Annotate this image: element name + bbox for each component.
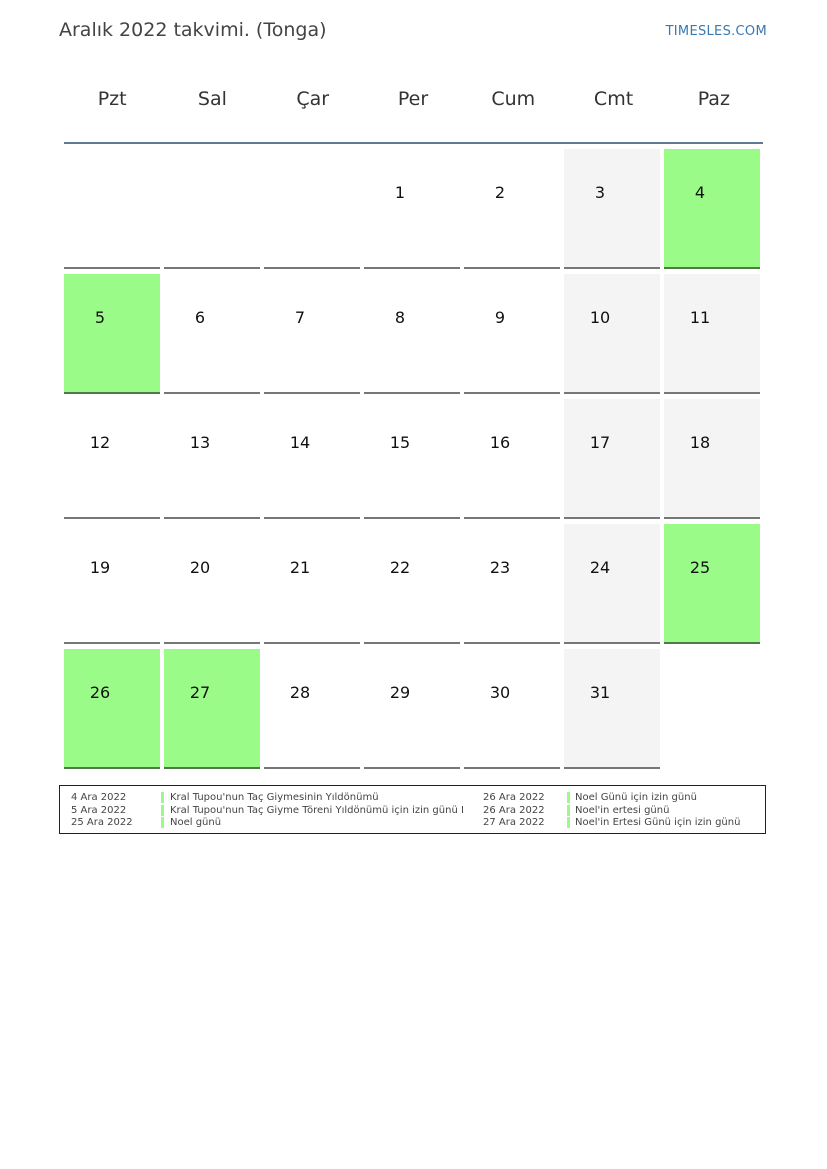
day-cell: [164, 649, 260, 769]
legend-date: 27 Ara 2022: [483, 817, 545, 828]
day-cell: [264, 649, 360, 769]
day-cell: [264, 399, 360, 519]
day-number: 20: [189, 558, 211, 577]
day-number: 2: [494, 183, 506, 202]
legend-color-marker: [161, 805, 164, 816]
brand-link[interactable]: TIMESLES.COM: [665, 24, 767, 39]
legend-holiday-name: Noel'in Ertesi Günü için izin günü: [575, 817, 741, 828]
day-cell: [464, 649, 560, 769]
day-number: 31: [589, 683, 611, 702]
header-divider: [64, 142, 763, 144]
day-number: 10: [589, 308, 611, 327]
day-number: 12: [89, 433, 111, 452]
legend-color-marker: [567, 817, 570, 828]
day-number: 27: [189, 683, 211, 702]
calendar-grid: [64, 149, 766, 771]
legend-date: 26 Ara 2022: [483, 804, 545, 816]
day-cell: [564, 649, 660, 769]
day-cell: [364, 649, 460, 769]
legend-holiday-name: Kral Tupou'nun Taç Giyme Töreni Yıldönümü için izin günü I: [170, 804, 464, 816]
day-cell: [664, 274, 760, 394]
day-cell: [364, 149, 460, 269]
day-number: 11: [689, 308, 711, 327]
day-number: 5: [94, 308, 106, 327]
day-number: 13: [189, 433, 211, 452]
day-cell: [564, 149, 660, 269]
weekday-tue: Sal: [197, 88, 227, 110]
legend-holiday-name: Noel'in ertesi günü: [575, 804, 670, 816]
day-number: 8: [394, 308, 406, 327]
weekday-sun: Paz: [697, 88, 730, 110]
day-cell: [164, 524, 260, 644]
day-number: 3: [594, 183, 606, 202]
day-number: 30: [489, 683, 511, 702]
day-cell: [164, 149, 260, 269]
day-cell: [164, 274, 260, 394]
day-number: 18: [689, 433, 711, 452]
day-cell: [364, 399, 460, 519]
day-number: 17: [589, 433, 611, 452]
weekday-mon: Pzt: [97, 88, 127, 110]
weekday-thu: Per: [397, 88, 429, 110]
day-number: 29: [389, 683, 411, 702]
legend-color-marker: [161, 817, 164, 828]
day-number: 24: [589, 558, 611, 577]
page-title: Aralık 2022 takvimi. (Tonga): [59, 19, 327, 41]
holiday-legend: [59, 785, 766, 834]
day-number: 4: [694, 183, 706, 202]
day-cell: [664, 149, 760, 269]
weekday-fri: Cum: [491, 88, 536, 110]
day-cell: [464, 274, 560, 394]
legend-holiday-name: Noel Günü için izin günü: [575, 792, 697, 803]
day-cell: [264, 149, 360, 269]
weekday-wed: Çar: [296, 88, 330, 110]
day-number: 28: [289, 683, 311, 702]
day-number: 9: [494, 308, 506, 327]
legend-color-marker: [567, 805, 570, 816]
day-cell: [64, 149, 160, 269]
day-number: 22: [389, 558, 411, 577]
legend-date: 26 Ara 2022: [483, 792, 545, 803]
day-cell: [64, 524, 160, 644]
day-cell: [164, 399, 260, 519]
day-cell: [564, 274, 660, 394]
day-number: 19: [89, 558, 111, 577]
legend-holiday-name: Noel günü: [170, 817, 222, 828]
day-number: 14: [289, 433, 311, 452]
day-cell: [664, 524, 760, 644]
day-cell: [364, 274, 460, 394]
legend-date: 5 Ara 2022: [71, 804, 127, 816]
day-number: 7: [294, 308, 306, 327]
day-cell: [664, 399, 760, 519]
legend-date: 25 Ara 2022: [71, 817, 133, 828]
legend-holiday-name: Kral Tupou'nun Taç Giymesinin Yıldönümü: [170, 792, 379, 803]
day-cell: [64, 274, 160, 394]
day-cell: [64, 649, 160, 769]
day-cell: [464, 149, 560, 269]
day-number: 25: [689, 558, 711, 577]
day-number: 6: [194, 308, 206, 327]
day-cell: [664, 649, 760, 769]
weekday-sat: Cmt: [593, 88, 634, 110]
day-cell: [464, 524, 560, 644]
day-cell: [264, 524, 360, 644]
weekday-header-row: [62, 88, 764, 120]
day-number: 1: [394, 183, 406, 202]
day-number: 23: [489, 558, 511, 577]
day-cell: [564, 399, 660, 519]
day-number: 16: [489, 433, 511, 452]
day-number: 21: [289, 558, 311, 577]
day-cell: [564, 524, 660, 644]
day-cell: [264, 274, 360, 394]
day-cell: [364, 524, 460, 644]
day-number: 26: [89, 683, 111, 702]
day-cell: [464, 399, 560, 519]
legend-color-marker: [567, 792, 570, 803]
legend-color-marker: [161, 792, 164, 803]
legend-date: 4 Ara 2022: [71, 792, 127, 803]
day-number: 15: [389, 433, 411, 452]
day-cell: [64, 399, 160, 519]
